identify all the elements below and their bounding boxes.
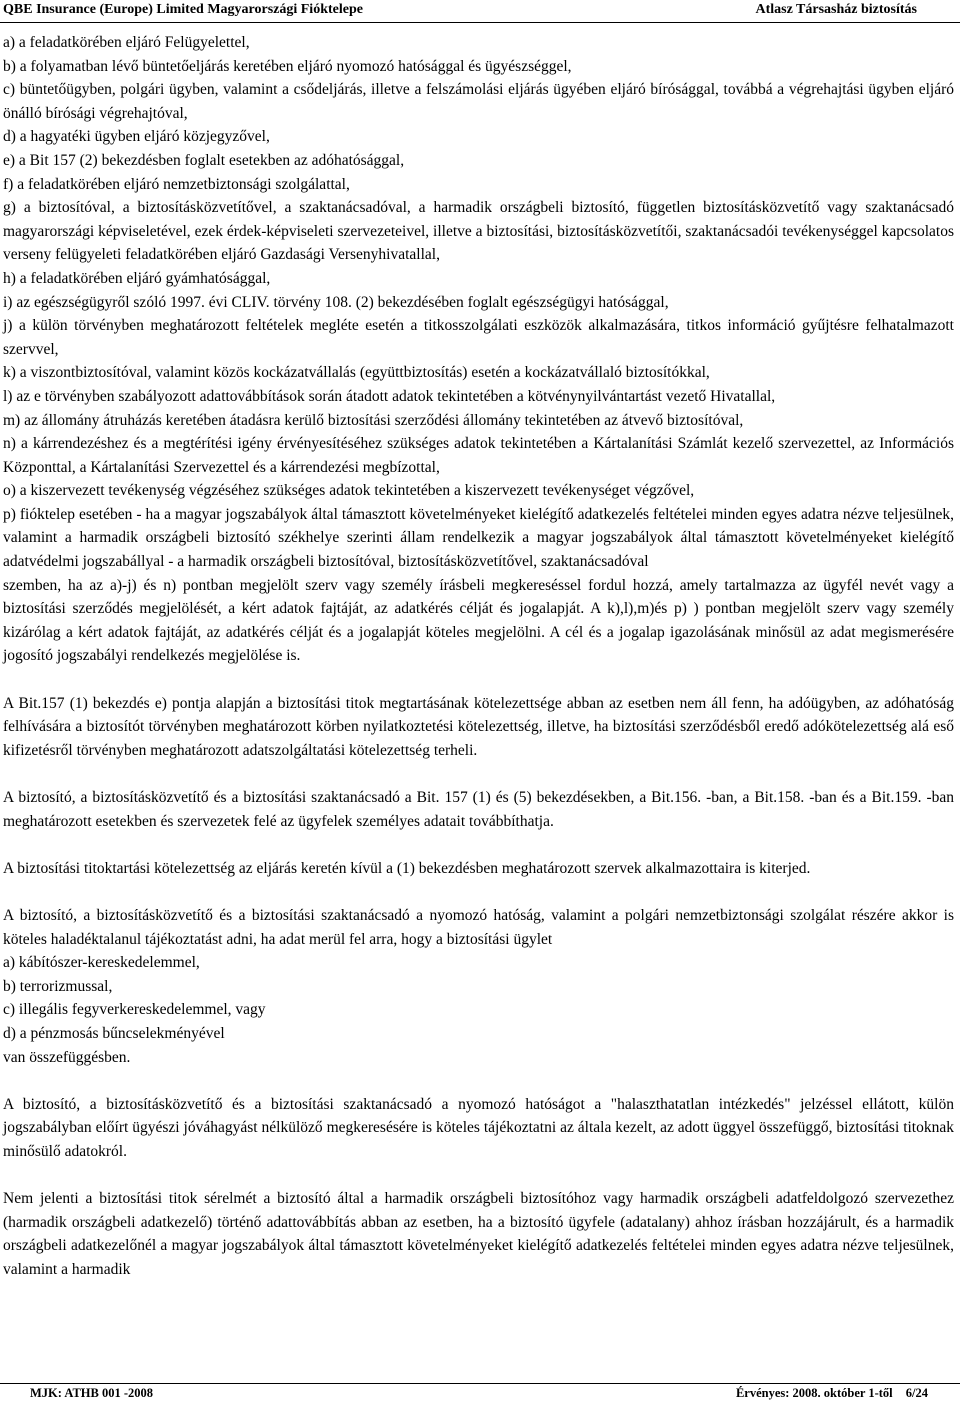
list-item: d) a pénzmosás bűncselekményével [3,1024,225,1042]
footer-document-code: MJK: ATHB 001 -2008 [30,1386,154,1400]
header-product: Atlasz Társasház biztosítás [755,2,917,17]
paragraph-third-country: Nem jelenti a biztosítási titok sérelmét a biztosító által a harmadik országbeli biztosítóhoz vagy harmadik országbeli adatfeldolgozó szervezethez (harmadik országbeli adatkezelő) történő adattovábbítás abban az esetben, ha a biztosító ügyfele (adatalany) ahhoz írásban hozzájárult, és a harmadik országbeli adatkezelőnél a magyar jogszabályok által támasztott követelményeket kielégítő adatkezelés feltételei minden egyes adatra nézve teljesülnek, valamint a harmadik [3,1190,954,1278]
footer-valid-from: Érvényes: 2008. október 1-től [735,1386,893,1400]
list-item: n) a kárrendezéshez és a megtérítési igény érvényesítéséhez szükséges adatok tekintetében a Kártalanítási Számlát kezelő szervezettel, az Információs Központtal, a Kártalanítási Szervezettel és a kárrendezési megbízottal, [3,435,954,476]
list-item: d) a hagyatéki ügyben eljáró közjegyzővel, [3,128,270,146]
list-item: a) a feladatkörében eljáró Felügyelettel, [3,34,250,51]
recipient-list [3,31,954,668]
paragraph-bit157: A Bit.157 (1) bekezdés e) pontja alapján a biztosítási titok megtartásának kötelezettsége abban az esetben nem áll fenn, ha adóügyben, az adóhatóság felhívására a biztosítót törvényben meghatározott körben nyilatkoztetési kötelezettség, illetve, ha biztosítási szerződésből eredő adókötelezettség alá eső kifizetésről törvényben meghatározott adatszolgáltatási kötelezettség terheli. [3,694,954,759]
paragraph-exceptions: A biztosító, a biztosításközvetítő és a biztosítási szaktanácsadó a Bit. 157 (1) és (5) bekezdésekben, a Bit.156. -ban, a Bit.158. -ban és a Bit.159. -ban meghatározott esetekben és szervezetek felé az ügyfelek személyes adatait továbbíthatja. [3,789,954,830]
page-footer [0,1383,960,1405]
paragraph-urgent: A biztosító, a biztosításközvetítő és a biztosítási szaktanácsadó a nyomozó hatóságot a "halaszthatatlan intézkedés" jelzéssel ellátott, külön jogszabályban előírt ügyészi jóváhagyást nélkülöző megkeresésére is köteles tájékoztatni az általa kezelt, az adott üggyel összefüggő, biztosítási titoknak minősülő adatokról. [3,1095,954,1160]
paragraph-obligation: A biztosítási titoktartási kötelezettség az eljárás keretén kívül a (1) bekezdésben meghatározott szervek alkalmazottaira is kiterjed. [3,859,811,877]
list-item: g) a biztosítóval, a biztosításközvetítővel, a szaktanácsadóval, a harmadik országbeli biztosító, független biztosításközvetítő vagy szaktanácsadó magyarországi képviseletével, ezek érdek-képviseleti szervezeteivel, illetve a biztosítási, biztosításközvetítői, szaktanácsadói tevékenységgel kapcsolatos verseny felügyeleti feladatkörében eljáró Gazdasági Versenyhivatallal, [3,199,954,264]
paragraph-inform-intro: A biztosító, a biztosításközvetítő és a biztosítási szaktanácsadó a nyomozó hatóság, valamint a polgári nemzetbiztonsági szolgálat részére akkor is köteles haladéktalanul tájékoztatást adni, ha adat merül fel arra, hogy a biztosítási ügylet [3,906,954,948]
list-item: o) a kiszervezett tevékenység végzéséhez szükséges adatok tekintetében a kiszervezett tevékenységet végzővel, [3,482,695,500]
list-item: p) fióktelep esetében - ha a magyar jogszabályok által támasztott követelményeket kielégítő adatkezelés feltételei minden egyes adatra nézve teljesülnek, valamint a harmadik országbeli biztosító székhelye szerinti állam rendelkezik a magyar jogszabályok által támasztott követelményeket kielégítő adatvédelmi jogszabállyal - a harmadik országbeli biztosítóval, biztosításközvetítővel, szaktanácsadóval [3,505,954,571]
list-item: b) a folyamatban lévő büntetőeljárás keretében eljáró nyomozó hatósággal és ügyészséggel, [3,57,572,75]
footer-page-number: 6/24 [905,1386,928,1400]
footer-validity [726,1386,928,1401]
document-body [3,31,954,1281]
list-item: h) a feladatkörében eljáró gyámhatósággal, [3,269,271,287]
list-item: szemben, ha az a)-j) és n) pontban megjelölt szerv vagy személy írásbeli megkereséssel fordul hozzá, amely tartalmazza az ügyfél nevét vagy a biztosítási szerződés megjelölését, a kért adatok fajtáját, az adatkérés célját és jogalapját. A k),l),m)és p) ) pontban megjelölt szerv vagy személy kizárólag a kért adatok fajtáját, az adatkérés célját és a jogalapját köteles megjelölni. A cél és a jogalap igazolásának minősül az adat megismerésére jogosító jogszabályi rendelkezés megjelölése is. [3,576,954,665]
list-item: i) az egészségügyről szóló 1997. évi CLIV. törvény 108. (2) bekezdésében foglalt egészségügyi hatósággal, [3,293,669,311]
list-item: c) büntetőügyben, polgári ügyben, valamint a csődeljárás, illetve a felszámolási eljárás ügyében eljáró bírósággal, továbbá a végrehajtási ügyben eljáró önálló bírósági végrehajtóval, [3,81,954,122]
list-item: m) az állomány átruházás keretében átadásra kerülő biztosítási szerződési állomány tekintetében az átvevő biztosítóval, [3,411,744,429]
header-company: QBE Insurance (Europe) Limited Magyarországi Fióktelepe [3,2,363,17]
list-item: b) terrorizmussal, [3,977,113,995]
list-item: k) a viszontbiztosítóval, valamint közös kockázatvállalás (együttbiztosítás) esetén a kockázatvállaló biztosítókkal, [3,364,710,382]
list-item: c) illegális fegyverkereskedelemmel, vagy [3,1001,266,1019]
page-header [0,0,960,23]
list-item: van összefüggésben. [3,1048,131,1066]
list-item: j) a külön törvényben meghatározott feltételek megléte esetén a titkosszolgálati eszközök alkalmazására, titkos információ gyűjtésre felhatalmazott szervvel, [3,317,954,358]
list-item: f) a feladatkörében eljáró nemzetbiztonsági szolgálattal, [3,175,350,193]
list-item: a) kábítószer-kereskedelemmel, [3,954,200,972]
crime-list [3,951,954,1069]
list-item: e) a Bit 157 (2) bekezdésben foglalt esetekben az adóhatósággal, [3,151,405,169]
list-item: l) az e törvényben szabályozott adattovábbítások során átadott adatok tekintetében a kötvénynyilvántartást vezető Hivatallal, [3,387,776,405]
